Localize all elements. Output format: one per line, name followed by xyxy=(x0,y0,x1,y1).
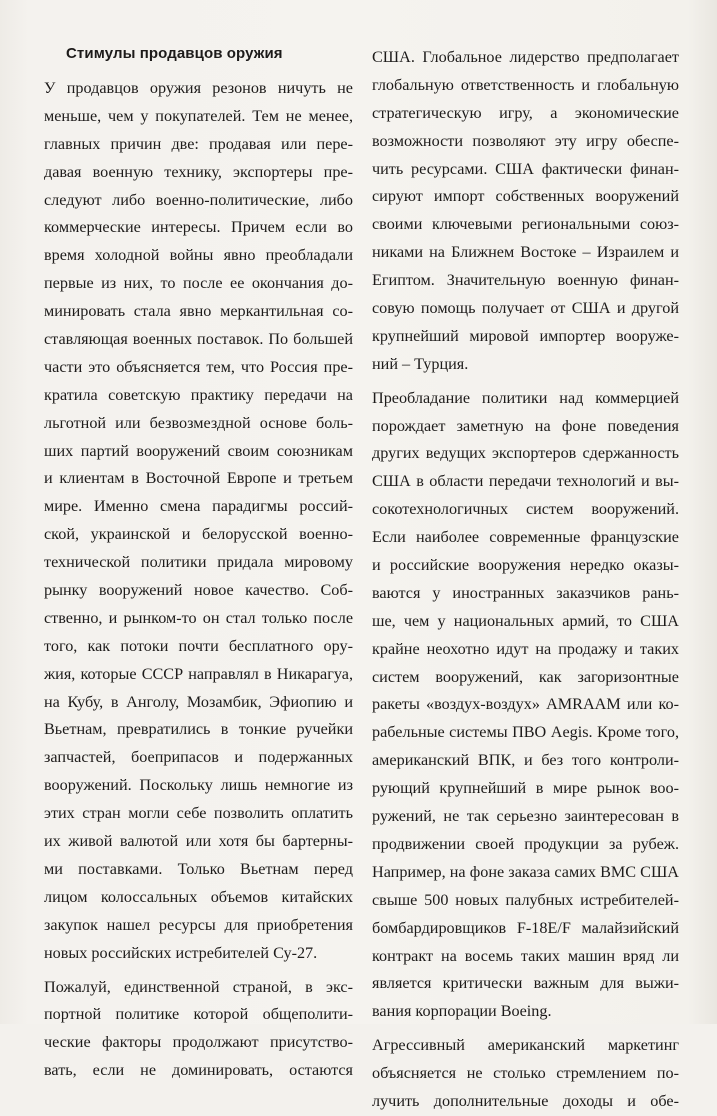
left-paragraph xyxy=(44,974,353,1086)
text-line: сокотехнологичных систем вооружений. xyxy=(372,500,679,519)
text-line: крупнейший мировой импортер вооруже- xyxy=(372,326,679,345)
text-line: США в области передачи технологий и вы- xyxy=(372,472,679,491)
text-line: ружений, не так серьезно заинтересован в xyxy=(372,807,679,826)
text-line: кратила советскую практику передачи на xyxy=(44,385,353,404)
left-paragraph xyxy=(44,75,353,968)
text-line: Египтом. Значительную военную финан- xyxy=(372,271,679,290)
text-line: Пожалуй, единственной страной, в экс- xyxy=(44,977,353,996)
text-line: лицом колоссальных объемов китайских xyxy=(44,887,353,906)
text-line: других ведущих экспортеров сдержанность xyxy=(372,444,679,463)
text-line: Если наиболее современные французские xyxy=(372,528,679,547)
text-line: на Кубу, в Анголу, Мозамбик, Эфиопию и xyxy=(44,692,353,711)
text-line: порождает заметную на фоне поведения xyxy=(372,416,679,435)
text-line: рынку вооружений новое качество. Соб- xyxy=(44,581,353,600)
text-line: портной политике которой общеполити- xyxy=(44,1005,353,1024)
text-line: давая военную технику, экспортеры пре- xyxy=(44,162,353,181)
section-heading: Стимулы продавцов оружия xyxy=(66,45,283,62)
text-line: минировать стала явно меркантильная со- xyxy=(44,302,353,321)
text-line: стратегическую игру, а экономические xyxy=(372,103,679,122)
text-line: контракт на восемь таких машин вряд ли xyxy=(372,946,679,965)
text-line: возможности позволяют эту игру обеспе- xyxy=(372,131,679,150)
text-line: американский ВПК, и без того контроли- xyxy=(372,751,679,770)
text-line: ческие факторы продолжают присутство- xyxy=(44,1033,353,1052)
right-paragraph xyxy=(372,44,679,379)
text-line: У продавцов оружия резонов ничуть не xyxy=(44,79,353,97)
text-line: и российские вооружения нередко оказы- xyxy=(372,556,679,575)
text-line: Преобладание политики над коммерцией xyxy=(372,388,679,407)
text-line: Агрессивный американский маркетинг xyxy=(372,1036,679,1055)
text-line: свыше 500 новых палубных истребителей- xyxy=(372,890,679,909)
text-line: никами на Ближнем Востоке – Израилем и xyxy=(372,243,679,262)
text-line: их живой валютой или хотя бы бартерны- xyxy=(44,832,353,851)
text-line: запчастей, боеприпасов и подержанных xyxy=(44,748,353,767)
text-line: технической политики придала мировому xyxy=(44,553,353,572)
text-line: объясняется не столько стремлением по- xyxy=(372,1064,679,1083)
text-line: ракеты «воздух-воздух» AMRAAM или ко- xyxy=(372,695,679,714)
text-line: ний – Турция. xyxy=(372,354,469,373)
text-line: систем вооружений, как загоризонтные xyxy=(372,667,679,686)
text-line: рабельные системы ПВО Aegis. Кроме того, xyxy=(372,723,679,742)
text-line: лучить дополнительные доходы и обе- xyxy=(372,1091,679,1110)
text-line: глобальную ответственность и глобальную xyxy=(372,75,679,94)
text-line: вать, если не доминировать, остаются xyxy=(44,1061,353,1080)
text-line: Вьетнам, превратились в тонкие ручейки xyxy=(44,720,353,739)
text-line: первые из них, то после ее окончания до- xyxy=(44,274,353,293)
text-line: время холодной войны явно преобладали xyxy=(44,246,353,265)
text-line: рующий крупнейший в мире рынок воо- xyxy=(372,779,679,798)
right-paragraph xyxy=(372,385,679,1026)
text-line: своими ключевыми региональными союз- xyxy=(372,215,679,234)
text-line: жия, которые СССР направлял в Никарагуа, xyxy=(44,664,353,683)
text-line: меньше, чем у покупателей. Тем не менее, xyxy=(44,106,353,125)
text-line: США. Глобальное лидерство предполагает xyxy=(372,48,679,66)
text-line: ших партий вооружений своим союзникам xyxy=(44,441,353,460)
text-line: льготной или безвозмездной основе боль- xyxy=(44,413,353,432)
text-line: бомбардировщиков F-18E/F малайзийский xyxy=(372,918,679,937)
text-line: совую помощь получает от США и другой xyxy=(372,299,679,318)
left-column-text xyxy=(44,75,353,1085)
text-line: ственно, и рынком-то он стал только после xyxy=(44,608,353,627)
text-line: закупок нашел ресурсы для приобретения xyxy=(44,915,353,934)
text-line: ше, чем у национальных армий, то США xyxy=(372,611,679,630)
text-line: коммерческие интересы. Причем если во xyxy=(44,218,353,237)
text-line: вания корпорации Boeing. xyxy=(372,1002,552,1021)
text-line: продвижении своей продукции за рубеж. xyxy=(372,834,679,853)
text-line: чить ресурсами. США фактически финан- xyxy=(372,159,679,178)
text-line: является критически важным для выжи- xyxy=(372,974,679,993)
text-line: ставляющая военных поставок. По большей xyxy=(44,330,353,349)
right-paragraph xyxy=(372,1032,679,1116)
text-line: сируют импорт собственных вооружений xyxy=(372,187,679,206)
text-line: мире. Именно смена парадигмы россий- xyxy=(44,497,353,516)
text-line: части это объясняется тем, что Россия пре- xyxy=(44,357,353,376)
text-line: главных причин две: продавая или пере- xyxy=(44,134,353,153)
text-line: этих стран могли себе позволить оплатить xyxy=(44,804,353,823)
text-line: вооружений. Поскольку лишь немногие из xyxy=(44,776,353,795)
right-column-text xyxy=(372,44,679,1116)
right-column xyxy=(372,44,679,1116)
text-line: ми поставками. Только Вьетнам перед xyxy=(44,859,353,878)
text-line: ской, украинской и белорусской военно- xyxy=(44,525,353,544)
left-column xyxy=(44,44,353,1085)
text-line: новых российских истребителей Су-27. xyxy=(44,943,318,962)
text-line: того, как потоки почти бесплатного ору- xyxy=(44,636,353,655)
text-line: Например, на фоне заказа самих ВМС США xyxy=(372,862,679,881)
text-line: крайне неохотно идут на продажу и таких xyxy=(372,639,679,658)
text-line: ваются у иностранных заказчиков рань- xyxy=(372,583,679,602)
text-line: и клиентам в Восточной Европе и третьем xyxy=(44,469,353,488)
text-line: следуют либо военно-политические, либо xyxy=(44,190,353,209)
